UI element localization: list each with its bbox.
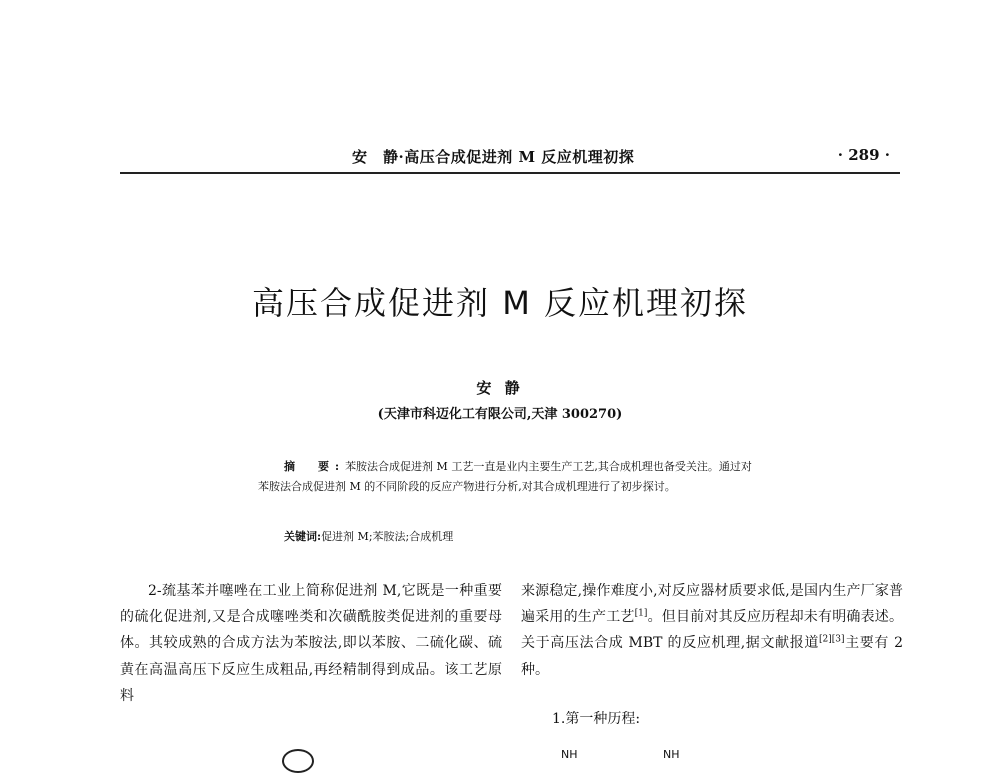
body-paragraph-right-2: 。但目前对其反应历程却未有明确表述。关于高压法合成 MBT 的反应机理,据文献报道 [521, 609, 904, 652]
body-column-left [120, 578, 502, 709]
body-column-right [521, 578, 903, 683]
author-affiliation: (天津市科迈化工有限公司,天津 300270) [377, 407, 623, 422]
body-paragraph-right-1: 来源稳定,操作难度小,对反应器材质要求低,是国内生产厂家普遍采用的生产工艺 [521, 583, 903, 626]
citation-2-3: [2][3] [818, 634, 845, 645]
header-rule [120, 172, 900, 174]
body-paragraph-right-3: 主要有 2 种。 [521, 635, 904, 678]
nh-label-1: NH [561, 748, 578, 761]
article-title: 高压合成促进剂 M 反应机理初探 [252, 284, 748, 322]
abstract-label: 摘 要: [284, 460, 346, 473]
running-head [120, 146, 900, 168]
citation-1: [1] [634, 608, 648, 619]
body-paragraph-left: 2-巯基苯并噻唑在工业上简称促进剂 M,它既是一种重要的硫化促进剂,又是合成噻唑类和次磺酰胺类促进剂的重要母体。其较成熟的合成方法为苯胺法,即以苯胺、二硫化碳、硫黄在高温高压下反应生成粗品,再经精制得到成品。该工艺原料 [120, 583, 502, 704]
running-title: 安 静·高压合成促进剂 M 反应机理初探 [352, 148, 635, 166]
nh-label-2: NH [663, 748, 680, 761]
abstract-text: 苯胺法合成促进剂 M 工艺一直是业内主要生产工艺,其合成机理也备受关注。通过对苯胺法合成促进剂 M 的不同阶段的反应产物进行分析,对其合成机理进行了初步探讨。 [258, 460, 752, 493]
abstract [258, 457, 758, 497]
keywords-text: 促进剂 M;苯胺法;合成机理 [321, 530, 454, 543]
author-name: 安 静 [476, 379, 524, 397]
keywords-label: 关键词: [284, 530, 322, 543]
keywords [284, 528, 744, 546]
section-subheading: 1.第一种历程: [552, 711, 641, 727]
page-number: · 289 · [837, 146, 890, 164]
benzene-ring-icon [282, 749, 314, 773]
